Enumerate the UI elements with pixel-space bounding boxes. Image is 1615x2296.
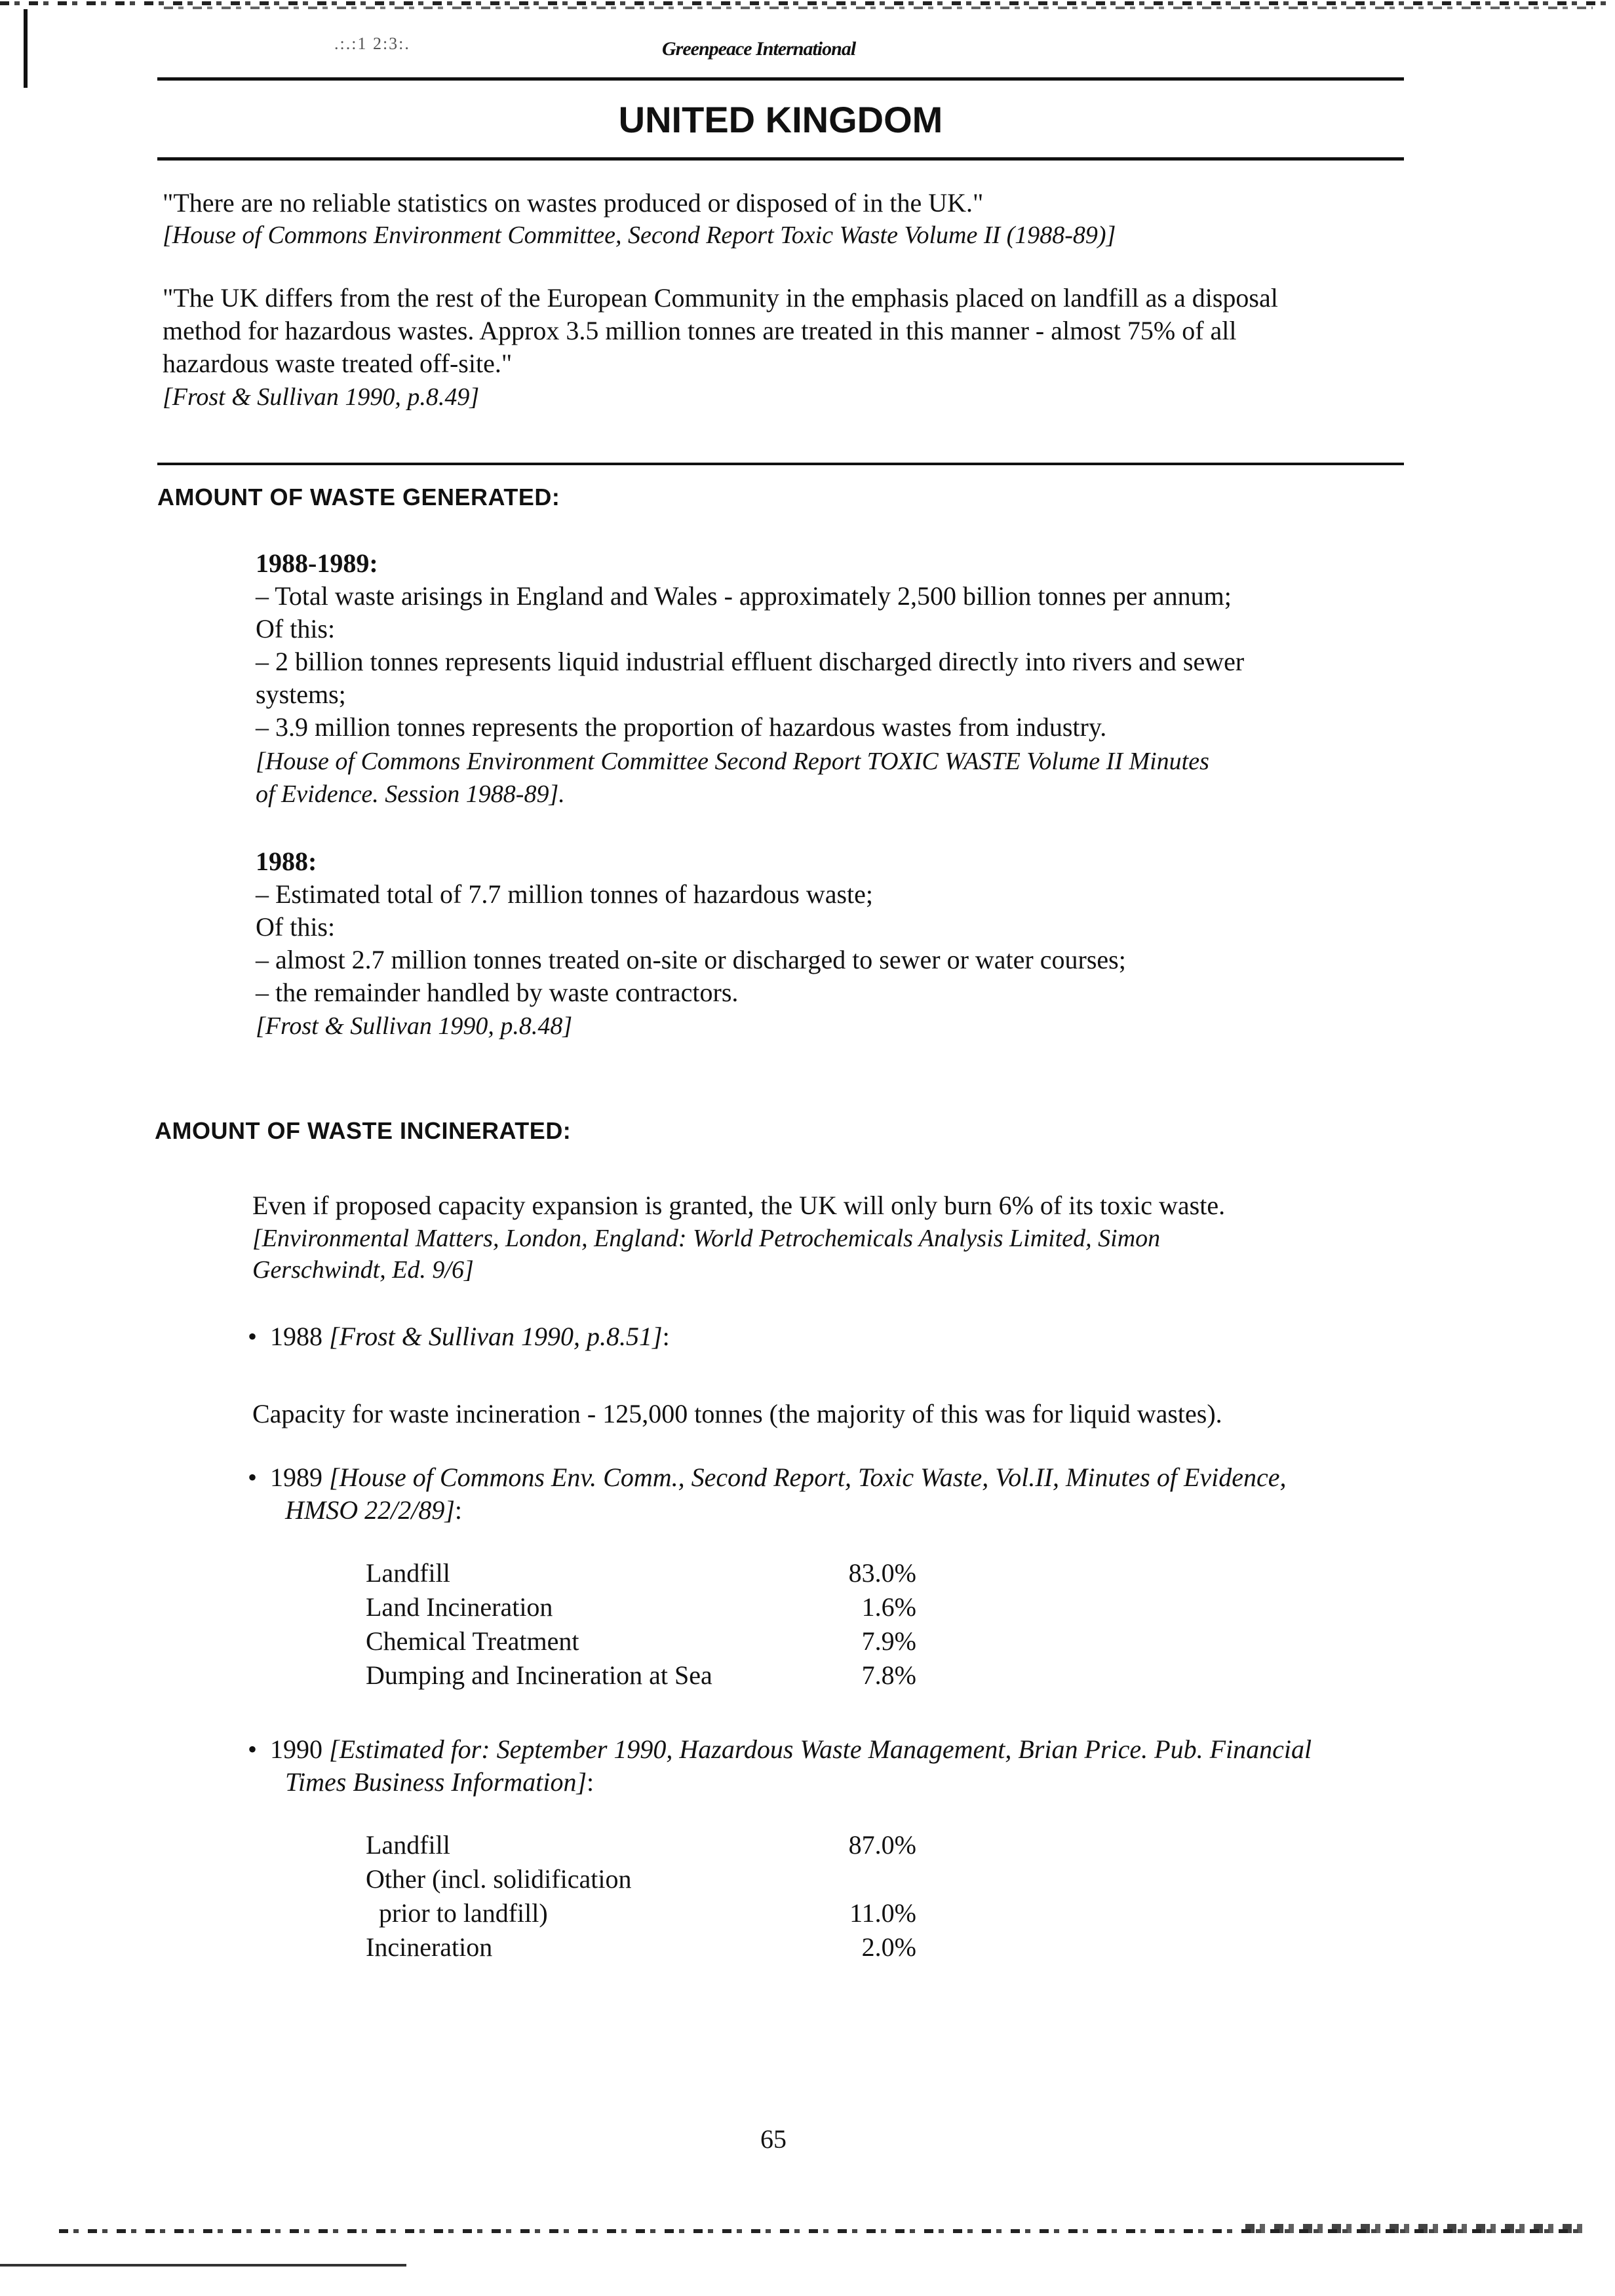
- table-value: 2.0%: [861, 1932, 916, 1962]
- table-row: [366, 1828, 923, 1862]
- bullet-2-year: 1989: [270, 1463, 323, 1492]
- table-label: Incineration: [366, 1932, 493, 1962]
- page-title: UNITED KINGDOM: [618, 99, 943, 140]
- bullet-3-suffix: :: [587, 1767, 594, 1797]
- bullet-1-source: [Frost & Sullivan 1990, p.8.51]: [329, 1322, 663, 1351]
- quote-2-source: [Frost & Sullivan 1990, p.8.49]: [163, 383, 480, 411]
- gen-block1-line-2: Of this:: [256, 614, 336, 643]
- inc-bullet-2: [248, 1461, 1287, 1494]
- header-org: Greenpeace International: [662, 38, 856, 60]
- inc-capacity: Capacity for waste incineration - 125,000 tonnes (the majority of this was for liquid wastes).: [252, 1399, 1222, 1428]
- bullet-2-suffix: :: [454, 1495, 463, 1525]
- inc-bullet-3-cont: [285, 1766, 594, 1799]
- gen-block2-line-1: – Estimated total of 7.7 million tonnes of hazardous waste;: [256, 879, 874, 909]
- gen-block1-source-1: [House of Commons Environment Committee Second Report TOXIC WASTE Volume II Minutes: [256, 748, 1209, 775]
- bullet-3-source-1: [Estimated for: September 1990, Hazardous Waste Management, Brian Price. Pub. Financial: [329, 1734, 1312, 1764]
- table-row: [366, 1556, 923, 1590]
- table-label: Other (incl. solidification: [366, 1864, 632, 1894]
- table-row: [366, 1896, 923, 1930]
- scan-noise-bottom-2: [1245, 2224, 1586, 2233]
- section-heading-generated: AMOUNT OF WASTE GENERATED:: [157, 484, 560, 510]
- table-row: [366, 1862, 923, 1896]
- margin-tick: [24, 9, 28, 88]
- table-row: [366, 1624, 923, 1658]
- quote-2-line-2: method for hazardous wastes. Approx 3.5 million tonnes are treated in this manner - almost 75% of all: [163, 316, 1237, 345]
- quote-2-line-1: "The UK differs from the rest of the European Community in the emphasis placed on landfill as a disposal: [163, 283, 1278, 313]
- bullet-1-year: 1988: [270, 1322, 323, 1351]
- quote-2-line-3: hazardous waste treated off-site.": [163, 349, 513, 378]
- gen-block2-year: 1988:: [256, 847, 317, 876]
- quote-1-source: [House of Commons Environment Committee, Second Report Toxic Waste Volume II (1988-89)]: [163, 221, 1116, 249]
- table-value: 11.0%: [849, 1898, 916, 1928]
- bullet-dot: •: [248, 1322, 271, 1351]
- table-value: 7.9%: [861, 1626, 916, 1656]
- title-rule: [157, 157, 1404, 161]
- inc-bullet-2-cont: [285, 1494, 462, 1527]
- gen-block2-line-2: Of this:: [256, 912, 336, 942]
- table-value: 7.8%: [861, 1660, 916, 1690]
- gen-block1-line-5: – 3.9 million tonnes represents the proportion of hazardous wastes from industry.: [256, 712, 1107, 742]
- table-label: Chemical Treatment: [366, 1626, 579, 1656]
- quote-1-text: "There are no reliable statistics on wastes produced or disposed of in the UK.": [163, 188, 984, 218]
- table-row: [366, 1930, 923, 1964]
- table-row: [366, 1658, 923, 1693]
- bullet-2-source-2: HMSO 22/2/89]: [285, 1495, 455, 1525]
- page-number: 65: [760, 2124, 787, 2154]
- inc-bullet-1: [248, 1320, 670, 1353]
- inc-intro-source-2: Gerschwindt, Ed. 9/6]: [252, 1256, 474, 1284]
- bullet-1-suffix: :: [662, 1322, 670, 1351]
- bullet-2-source-1: [House of Commons Env. Comm., Second Report, Toxic Waste, Vol.II, Minutes of Evidence,: [329, 1463, 1287, 1492]
- gen-block1-line-4: systems;: [256, 679, 346, 709]
- table-1989: [366, 1556, 923, 1693]
- gen-block2-line-4: – the remainder handled by waste contractors.: [256, 978, 739, 1007]
- gen-block2-source: [Frost & Sullivan 1990, p.8.48]: [256, 1012, 573, 1040]
- table-label: Land Incineration: [366, 1592, 553, 1622]
- table-label: prior to landfill): [366, 1898, 548, 1928]
- gen-block1-year: 1988-1989:: [256, 548, 378, 578]
- table-value: 1.6%: [861, 1592, 916, 1622]
- scan-noise-top: [0, 1, 1615, 5]
- inc-intro-source-1: [Environmental Matters, London, England: World Petrochemicals Analysis Limited, Simon: [252, 1225, 1161, 1252]
- inc-bullet-3: [248, 1733, 1312, 1766]
- table-value: 83.0%: [848, 1558, 916, 1588]
- section-rule: [157, 463, 1404, 465]
- table-label: Landfill: [366, 1558, 450, 1588]
- scan-noise-top-2: [164, 7, 1593, 9]
- bullet-3-year: 1990: [270, 1734, 323, 1764]
- table-label: Landfill: [366, 1830, 450, 1860]
- bottom-rule: [0, 2264, 406, 2267]
- table-label: Dumping and Incineration at Sea: [366, 1660, 712, 1690]
- header-rule: [157, 77, 1404, 81]
- margin-mark: .:.:1 2:3:.: [334, 34, 410, 53]
- table-1990: [366, 1828, 923, 1964]
- gen-block2-line-3: – almost 2.7 million tonnes treated on-site or discharged to sewer or water courses;: [256, 945, 1126, 974]
- gen-block1-source-2: of Evidence. Session 1988-89].: [256, 780, 565, 808]
- gen-block1-line-3: – 2 billion tonnes represents liquid industrial effluent discharged directly into rivers and sewer: [256, 647, 1245, 676]
- bullet-3-source-2: Times Business Information]: [285, 1767, 587, 1797]
- gen-block1-line-1: – Total waste arisings in England and Wales - approximately 2,500 billion tonnes per annum;: [256, 581, 1232, 611]
- table-value: 87.0%: [848, 1830, 916, 1860]
- inc-intro: Even if proposed capacity expansion is granted, the UK will only burn 6% of its toxic waste.: [252, 1191, 1226, 1220]
- bullet-dot: •: [248, 1734, 271, 1764]
- table-row: [366, 1590, 923, 1624]
- section-heading-incinerated: AMOUNT OF WASTE INCINERATED:: [155, 1117, 572, 1144]
- bullet-dot: •: [248, 1463, 271, 1492]
